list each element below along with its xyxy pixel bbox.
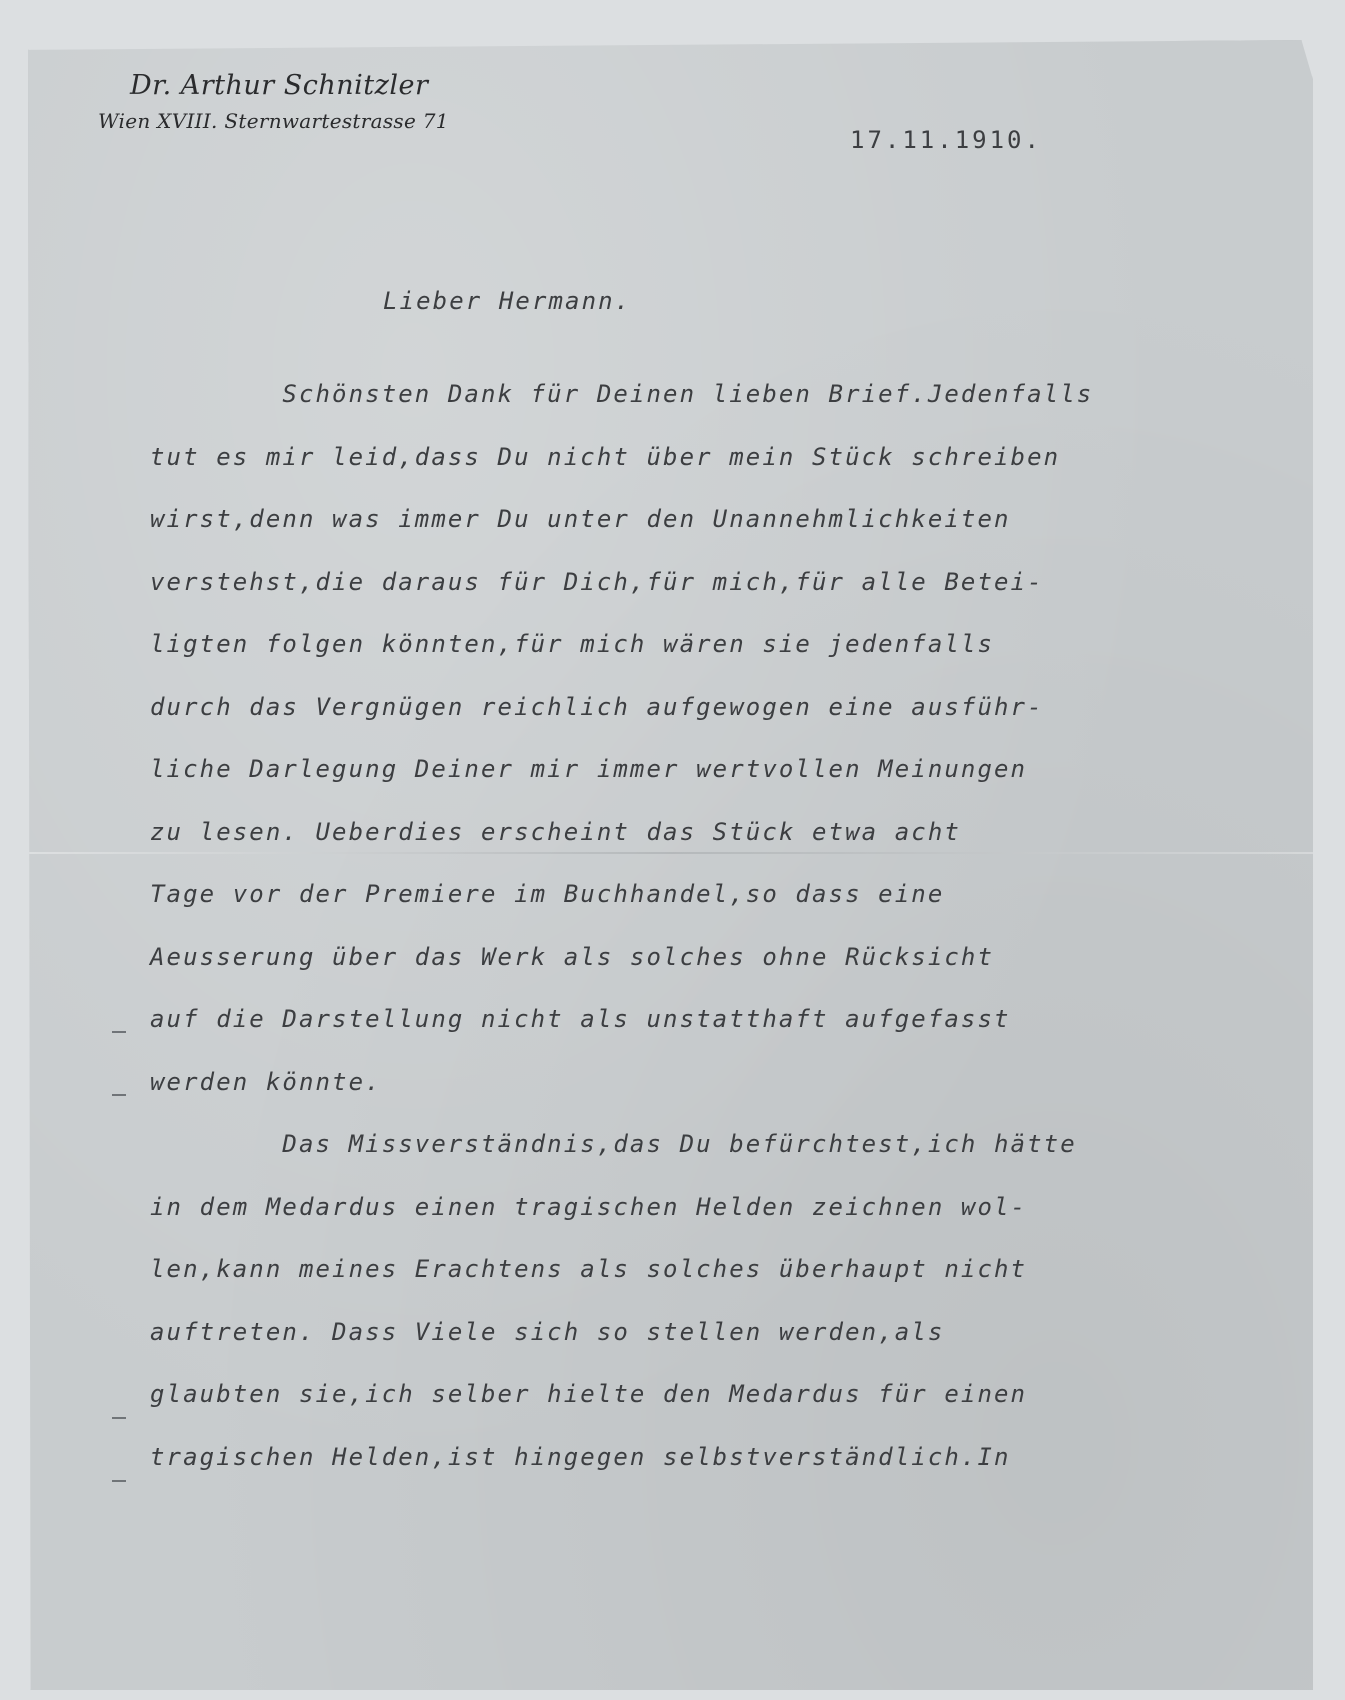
body-line: Aeusserung über das Werk als solches ohne Rücksicht — [150, 942, 995, 971]
body-line: wirst,denn was immer Du unter den Unannehmlichkeiten — [150, 505, 1011, 533]
letter-body — [150, 380, 1093, 1505]
body-line: tragischen Helden,ist hingegen selbstverständlich.In — [150, 1442, 1011, 1471]
letterhead-name: Dr. Arthur Schnitzler — [130, 70, 429, 101]
letter-date: 17.11.1910. — [850, 126, 1042, 154]
letterhead — [98, 70, 449, 133]
body-line: tut es mir leid,dass Du nicht über mein Stück schreiben — [150, 442, 1061, 471]
body-line: Das Missverständnis,das Du befürchtest,ich hätte — [150, 1130, 1077, 1158]
margin-dash-mark — [112, 1417, 126, 1419]
margin-dash-mark — [112, 1480, 126, 1482]
body-line: in dem Medardus einen tragischen Helden zeichnen wol- — [150, 1192, 1028, 1221]
body-line: verstehst,die daraus für Dich,für mich,für alle Betei- — [150, 567, 1044, 596]
body-line: liche Darlegung Deiner mir immer wertvollen Meinungen — [150, 755, 1028, 783]
body-line: ligten folgen könnten,für mich wären sie jedenfalls — [150, 630, 995, 658]
salutation: Lieber Hermann. — [383, 287, 632, 315]
margin-dash-mark — [112, 1031, 126, 1033]
body-line: auftreten. Dass Viele sich so stellen werden,als — [150, 1317, 945, 1346]
letterhead-address: Wien XVIII. Sternwartestrasse 71 — [98, 109, 449, 133]
body-line: durch das Vergnügen reichlich aufgewogen eine ausführ- — [150, 692, 1044, 721]
body-line: Tage vor der Premiere im Buchhandel,so dass eine — [150, 880, 945, 908]
body-line: auf die Darstellung nicht als unstatthaft aufgefasst — [150, 1005, 1011, 1033]
margin-dash-mark — [112, 1094, 126, 1096]
body-line: zu lesen. Ueberdies erscheint das Stück etwa acht — [150, 817, 961, 846]
body-line: werden könnte. — [150, 1067, 382, 1096]
body-line: len,kann meines Erachtens als solches überhaupt nicht — [150, 1255, 1028, 1283]
body-line: glaubten sie,ich selber hielte den Medardus für einen — [150, 1380, 1028, 1408]
body-line: Schönsten Dank für Deinen lieben Brief.Jedenfalls — [150, 380, 1094, 408]
